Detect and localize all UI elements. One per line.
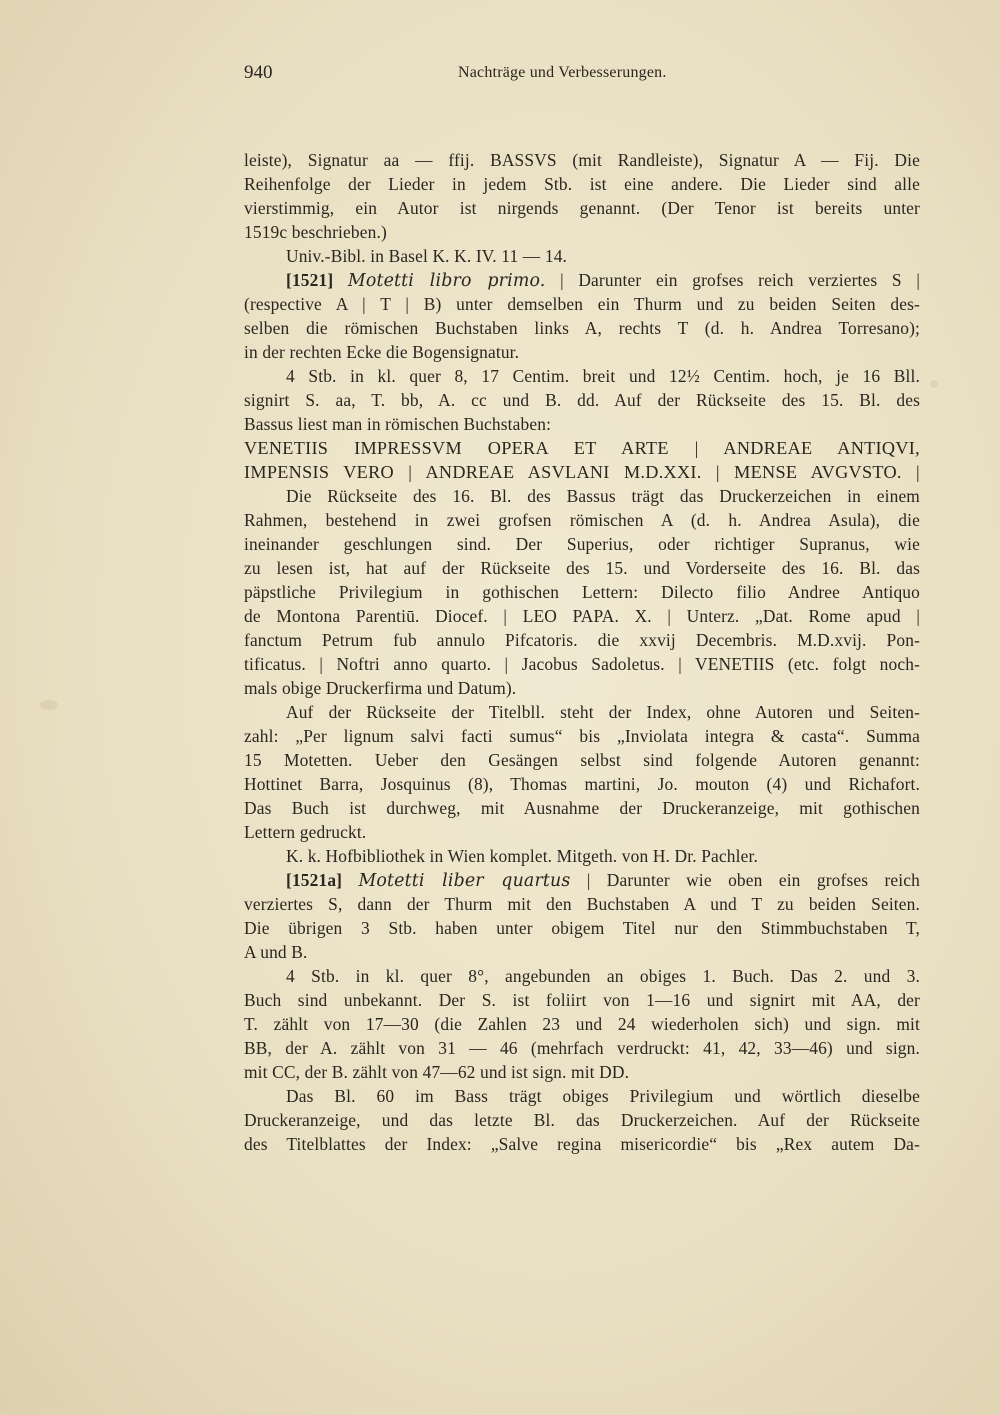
text-line	[286, 700, 920, 724]
line-text: leiste), Signatur aa — ffij. BASSVS (mit Randleiste), Signatur A — Fij. Die	[244, 150, 920, 170]
text-line	[286, 1084, 920, 1108]
text-line	[244, 628, 920, 652]
text-line	[244, 604, 920, 628]
text-line	[244, 532, 920, 556]
line-text: Das Buch ist durchweg, mit Ausnahme der Druckeranzeige, mit gothischen	[244, 798, 920, 818]
text-line	[244, 1108, 920, 1132]
text-line	[244, 1012, 920, 1036]
text-line	[286, 868, 920, 893]
line-text: verziertes S, dann der Thurm mit den Buchstaben A und T zu beiden Seiten.	[244, 894, 920, 914]
text-line	[244, 772, 920, 796]
text-line	[244, 556, 920, 580]
line-text: tificatus. | Noftri anno quarto. | Jacobus Sadoletus. | VENETIIS (etc. folgt noch-	[244, 654, 920, 674]
text-line	[244, 1132, 920, 1156]
text-line	[244, 316, 920, 340]
text-line	[244, 1036, 920, 1060]
text-line	[244, 292, 920, 316]
line-text: zahl: „Per lignum salvi facti sumus“ bis „Inviolata integra & casta“. Summa	[244, 726, 920, 746]
text-line	[244, 940, 308, 964]
text-line	[244, 820, 366, 844]
line-text: Die Rückseite des 16. Bl. des Bassus trägt das Druckerzeichen in einem	[286, 486, 920, 506]
entry-number: [1521]	[286, 270, 334, 290]
text-line	[244, 676, 516, 700]
text-line	[286, 244, 567, 268]
line-text: ineinander geschlungen sind. Der Superius, oder richtiger Supranus, wie	[244, 534, 920, 554]
line-text: | Darunter wie oben ein grofses reich	[570, 870, 920, 890]
line-text: BB, der A. zählt von 31 — 46 (mehrfach verdruckt: 41, 42, 33—46) und sign.	[244, 1038, 920, 1058]
line-text: Lettern gedruckt.	[244, 822, 367, 842]
gothic-title: Motetti libro primo.	[347, 271, 546, 291]
line-text: zu lesen ist, hat auf der Rückseite des 15. und Vorderseite des 16. Bl. das	[244, 558, 920, 578]
line-text: signirt S. aa, T. bb, A. cc und B. dd. Auf der Rückseite des 15. Bl. des	[244, 390, 920, 410]
line-text: päpstliche Privilegium in gothischen Lettern: Dilecto filio Andree Antiquo	[244, 582, 920, 602]
book-page	[244, 60, 920, 1154]
line-text: K. k. Hofbibliothek in Wien komplet. Mitgeth. von H. Dr. Pachler.	[286, 846, 758, 866]
gothic-title: Motetti liber quartus	[358, 871, 571, 891]
line-text: Auf der Rückseite der Titelbll. steht der Index, ohne Autoren und Seiten-	[286, 702, 920, 722]
text-line	[244, 388, 920, 412]
line-text: Hottinet Barra, Josquinus (8), Thomas martini, Jo. mouton (4) und Richafort.	[244, 774, 920, 794]
text-line	[286, 364, 920, 388]
line-text: Univ.-Bibl. in Basel K. K. IV. 11 — 14.	[286, 246, 568, 266]
text-line	[286, 268, 920, 293]
line-text: vierstimmig, ein Autor ist nirgends genannt. (Der Tenor ist bereits unter	[244, 198, 920, 218]
line-text: Druckeranzeige, und das letzte Bl. das Druckerzeichen. Auf der Rückseite	[244, 1110, 920, 1130]
line-text: (respective A | T | B) unter demselben ein Thurm und zu beiden Seiten des-	[244, 294, 920, 314]
text-line	[244, 436, 920, 460]
line-text: des Titelblattes der Index: „Salve regina misericordie“ bis „Rex autem Da-	[244, 1134, 920, 1154]
line-text: VENETIIS IMPRESSVM OPERA ET ARTE | ANDREAE ANTIQVI,	[244, 438, 920, 458]
text-line	[286, 484, 920, 508]
text-line	[244, 892, 920, 916]
line-text: in der rechten Ecke die Bogensignatur.	[244, 342, 520, 362]
line-text: IMPENSIS VERO | ANDREAE ASVLANI M.D.XXI. | MENSE AVGVSTO. |	[244, 462, 920, 482]
line-text: selben die römischen Buchstaben links A, rechts T (d. h. Andrea Torresano);	[244, 318, 920, 338]
line-text: Rahmen, bestehend in zwei grofsen römischen A (d. h. Andrea Asula), die	[244, 510, 920, 530]
text-line	[244, 916, 920, 940]
line-text: A und B.	[244, 942, 308, 962]
line-text: 1519c beschrieben.)	[244, 222, 387, 242]
line-text: Reihenfolge der Lieder in jedem Stb. ist eine andere. Die Lieder sind alle	[244, 174, 920, 194]
text-line	[244, 196, 920, 220]
line-text: mit CC, der B. zählt von 47—62 und ist sign. mit DD.	[244, 1062, 630, 1082]
text-line	[244, 460, 920, 484]
line-text: 15 Motetten. Ueber den Gesängen selbst sind folgende Autoren genannt:	[244, 750, 920, 770]
line-text: Bassus liest man in römischen Buchstaben:	[244, 414, 552, 434]
text-line	[244, 796, 920, 820]
text-line	[244, 172, 920, 196]
text-line	[286, 964, 920, 988]
text-line	[244, 340, 519, 364]
running-head-title: Nachträge und Verbesserungen.	[458, 64, 667, 81]
line-text: | Darunter ein grofses reich verziertes S |	[545, 270, 920, 290]
text-line	[244, 412, 551, 436]
text-line	[244, 148, 920, 172]
text-line	[244, 652, 920, 676]
line-text: de Montona Parentiū. Diocef. | LEO PAPA. X. | Unterz. „Dat. Rome apud |	[244, 606, 920, 626]
line-text: fanctum Petrum fub annulo Pifcatoris. die xxvij Decembris. M.D.xvij. Pon-	[244, 630, 920, 650]
line-text: mals obige Druckerfirma und Datum).	[244, 678, 517, 698]
line-text: T. zählt von 17—30 (die Zahlen 23 und 24 wiederholen sich) und sign. mit	[244, 1014, 920, 1034]
text-line	[244, 1060, 629, 1084]
text-line	[244, 220, 387, 244]
line-text: 4 Stb. in kl. quer 8, 17 Centim. breit und 12½ Centim. hoch, je 16 Bll.	[286, 366, 920, 386]
text-line	[244, 748, 920, 772]
entry-number: [1521a]	[286, 870, 343, 890]
line-text: Buch sind unbekannt. Der S. ist foliirt von 1—16 und signirt mit AA, der	[244, 990, 920, 1010]
line-text: Das Bl. 60 im Bass trägt obiges Privilegium und wörtlich dieselbe	[286, 1086, 920, 1106]
text-line	[286, 844, 758, 868]
line-text: 4 Stb. in kl. quer 8°, angebunden an obiges 1. Buch. Das 2. und 3.	[286, 966, 920, 986]
text-line	[244, 724, 920, 748]
running-head	[244, 60, 920, 94]
text-line	[244, 988, 920, 1012]
page-number: 940	[244, 62, 273, 83]
text-line	[244, 508, 920, 532]
line-text: Die übrigen 3 Stb. haben unter obigem Titel nur den Stimmbuchstaben T,	[244, 918, 920, 938]
text-line	[244, 580, 920, 604]
